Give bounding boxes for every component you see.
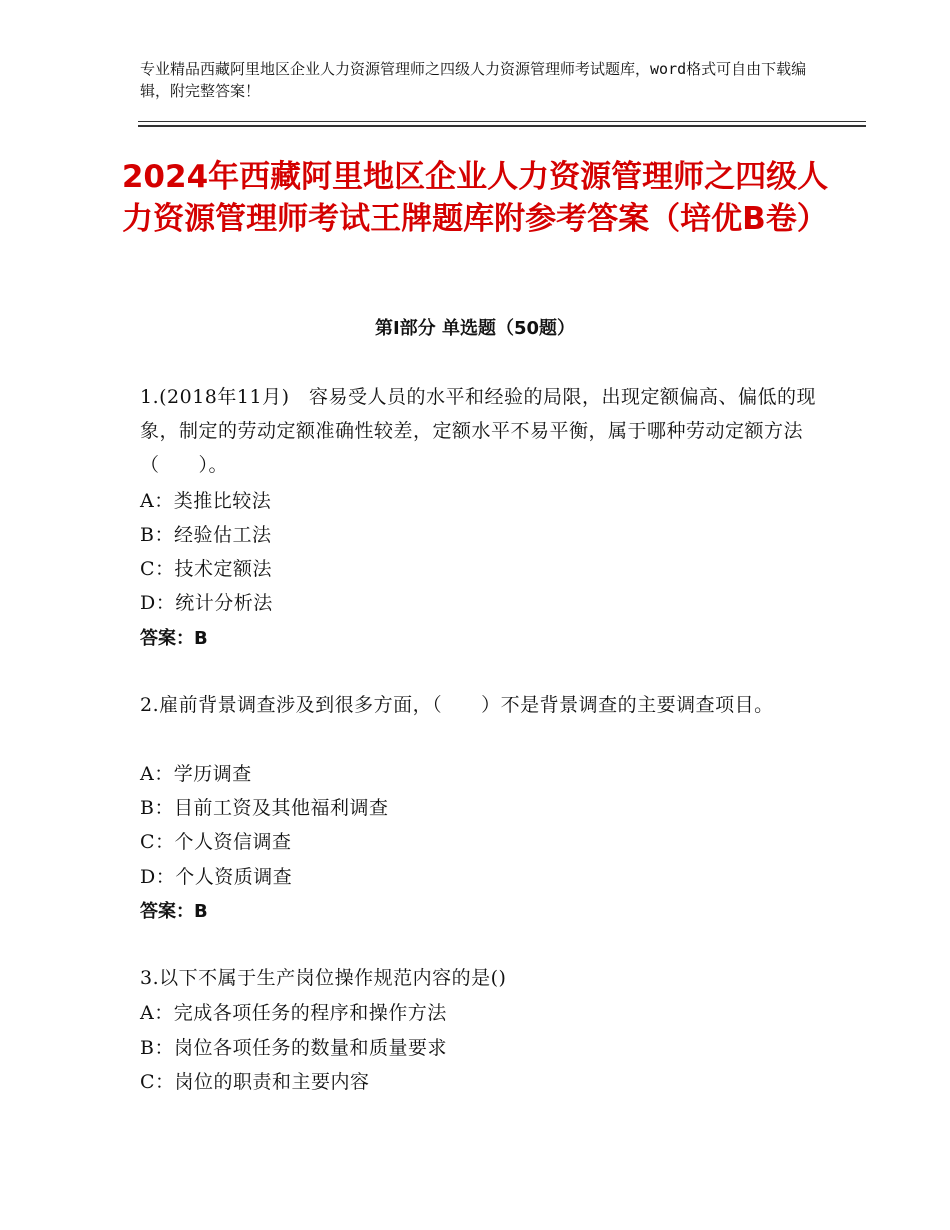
answer-label: 答案：B xyxy=(140,628,208,649)
option-b: B：岗位各项任务的数量和质量要求 xyxy=(140,1037,447,1059)
question-stem: 3.以下不属于生产岗位操作规范内容的是() xyxy=(140,967,507,989)
option-c: C：岗位的职责和主要内容 xyxy=(140,1071,370,1093)
section-heading: 第Ⅰ部分 单选题（50题） xyxy=(374,318,575,339)
option-b: B：经验估工法 xyxy=(140,524,272,546)
document-title: 2024年西藏阿里地区企业人力资源管理师之四级人力资源管理师考试王牌题库附参考答案（培优B卷） xyxy=(121,159,829,237)
option-c: C：个人资信调查 xyxy=(140,831,292,853)
header-note: 专业精品西藏阿里地区企业人力资源管理师之四级人力资源管理师考试题库，word格式可自由下载编辑，附完整答案！ xyxy=(140,60,807,100)
answer-label: 答案：B xyxy=(140,901,208,922)
header-divider-thin xyxy=(138,121,866,122)
option-d: D：统计分析法 xyxy=(140,592,273,614)
option-a: A：类推比较法 xyxy=(140,490,272,512)
option-d: D：个人资质调查 xyxy=(140,866,293,888)
question-stem: 1.(2018年11月) 容易受人员的水平和经验的局限，出现定额偏高、偏低的现象，制定的劳动定额准确性较差，定额水平不易平衡，属于哪种劳动定额方法（ ）。 xyxy=(140,386,816,476)
question-stem: 2.雇前背景调查涉及到很多方面，（ ）不是背景调查的主要调查项目。 xyxy=(140,694,774,716)
option-b: B：目前工资及其他福利调查 xyxy=(140,797,389,819)
header-divider-thick xyxy=(138,125,866,127)
option-a: A：完成各项任务的程序和操作方法 xyxy=(140,1002,447,1024)
option-a: A：学历调查 xyxy=(140,763,252,785)
option-c: C：技术定额法 xyxy=(140,558,273,580)
